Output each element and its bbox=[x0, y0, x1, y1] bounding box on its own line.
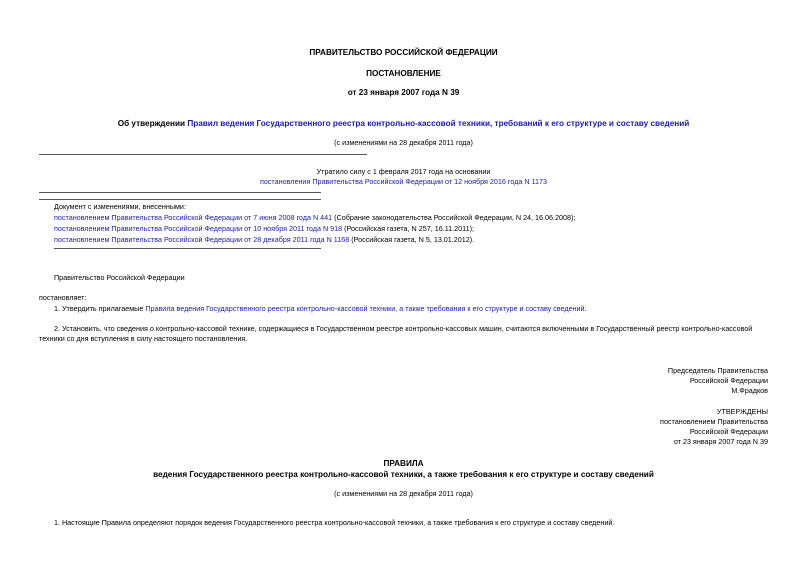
rules-title: ПРАВИЛА bbox=[383, 459, 424, 468]
change-source: (Собрание законодательства Российской Федерации, N 24, 16.06.2008); bbox=[332, 213, 576, 222]
expired-link[interactable]: постановления Правительства Российской Федерации от 12 ноября 2016 года N 1173 bbox=[259, 177, 548, 186]
document-title bbox=[0, 118, 807, 129]
title-link[interactable]: Правил ведения Государственного реестра контрольно-кассовой техники, требований к его структуре и составу сведений bbox=[187, 119, 690, 128]
approved-by: постановлением Правительства bbox=[660, 417, 768, 426]
title-prefix: Об утверждении bbox=[117, 119, 188, 128]
signature-name: М.Фрадков bbox=[731, 386, 768, 395]
amended-note: (с изменениями на 28 декабря 2011 года) bbox=[334, 138, 473, 147]
signature-org: Российской Федерации bbox=[689, 376, 768, 385]
change-item bbox=[54, 224, 474, 234]
approved-label: УТВЕРЖДЕНЫ bbox=[716, 407, 768, 416]
changes-intro: Документ с изменениями, внесенными: bbox=[54, 202, 186, 211]
divider bbox=[39, 199, 321, 200]
rules-subtitle: ведения Государственного реестра контрольно-кассовой техники, а также требования к его структуре и составу сведений bbox=[153, 470, 654, 479]
government-name: Правительство Российской Федерации bbox=[54, 273, 185, 282]
change-source: (Российская газета, N 5, 13.01.2012). bbox=[349, 235, 475, 244]
divider bbox=[39, 192, 321, 193]
document-date: от 23 января 2007 года N 39 bbox=[347, 88, 460, 97]
change-link[interactable]: постановлением Правительства Российской Федерации от 28 декабря 2011 года N 1168 bbox=[54, 235, 350, 244]
expired-line: Утратило силу с 1 февраля 2017 года на основании bbox=[316, 167, 491, 176]
approved-date: от 23 января 2007 года N 39 bbox=[673, 437, 768, 446]
signature-title: Председатель Правительства bbox=[667, 366, 768, 375]
change-link[interactable]: постановлением Правительства Российской Федерации от 10 ноября 2011 года N 918 bbox=[54, 224, 343, 233]
rules-amended-note: (с изменениями на 28 декабря 2011 года) bbox=[334, 489, 473, 498]
rules-paragraph-1: 1. Настоящие Правила определяют порядок ведения Государственного реестра контрольно-кассовой техники, а также требования к его структуре и составу сведений. bbox=[54, 518, 615, 527]
p1-suffix: . bbox=[584, 304, 587, 313]
paragraph-1 bbox=[54, 304, 587, 314]
paragraph-2-line-2: техники со дня вступления в силу настоящего постановления. bbox=[39, 334, 248, 343]
divider bbox=[54, 248, 321, 249]
p1-prefix: 1. Утвердить прилагаемые bbox=[54, 304, 146, 313]
document-type: ПОСТАНОВЛЕНИЕ bbox=[366, 69, 441, 78]
change-item bbox=[54, 235, 474, 245]
decides-label: постановляет: bbox=[39, 293, 87, 302]
approved-org: Российской Федерации bbox=[689, 427, 768, 436]
change-source: (Российская газета, N 257, 16.11.2011); bbox=[342, 224, 475, 233]
rules-link[interactable]: Правила ведения Государственного реестра контрольно-кассовой техники, а также требования к его структуре и составу сведений bbox=[145, 304, 585, 313]
divider bbox=[39, 154, 367, 155]
paragraph-2-line-1: 2. Установить, что сведения о контрольно-кассовой технике, содержащиеся в Государственном реестре контрольно-кассовых машин, считаются включенными в Государственный реестр контрольно-кассовой bbox=[54, 324, 753, 333]
change-item bbox=[54, 213, 575, 223]
change-link[interactable]: постановлением Правительства Российской Федерации от 7 июня 2008 года N 441 bbox=[54, 213, 333, 222]
government-heading: ПРАВИТЕЛЬСТВО РОССИЙСКОЙ ФЕДЕРАЦИИ bbox=[309, 48, 498, 57]
